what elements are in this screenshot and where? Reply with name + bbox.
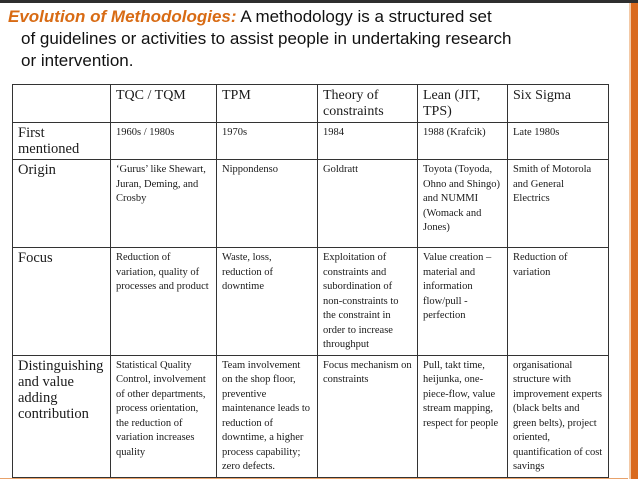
table-cell: Statistical Quality Control, involvement of other departments, process orientation, the reduction of variation increases quality: [111, 355, 217, 477]
table-cell: 1988 (Krafcik): [418, 123, 508, 160]
methodologies-table: [12, 84, 609, 478]
heading-line-1-text: A methodology is a structured set: [236, 7, 492, 26]
table-cell: organisational structure with improvement experts (black belts and green belts), project oriented, quantification of cost savings: [508, 355, 609, 477]
table-row: [13, 123, 609, 160]
table-cell: Late 1980s: [508, 123, 609, 160]
table-cell: Smith of Motorola and General Electrics: [508, 160, 609, 248]
table-cell: 1970s: [217, 123, 318, 160]
methodologies-table-container: [12, 84, 608, 471]
column-header: Lean (JIT, TPS): [418, 85, 508, 123]
right-accent-stripe: [631, 3, 638, 479]
row-header: Origin: [13, 160, 111, 248]
table-cell: Waste, loss, reduction of downtime: [217, 248, 318, 356]
heading-line-2: of guidelines or activities to assist people in undertaking research: [21, 29, 512, 48]
table-cell: Focus mechanism on constraints: [318, 355, 418, 477]
table-cell: Team involvement on the shop floor, preventive maintenance leads to reduction of downtime, a higher process capability; zero defects.: [217, 355, 318, 477]
slide-heading: [8, 6, 613, 72]
heading-title: Evolution of Methodologies:: [8, 7, 237, 26]
table-cell: Pull, takt time, heijunka, one-piece-flow, value stream mapping, respect for people: [418, 355, 508, 477]
table-cell: Goldratt: [318, 160, 418, 248]
column-header: TQC / TQM: [111, 85, 217, 123]
table-row: [13, 160, 609, 248]
top-border-bar: [0, 0, 638, 3]
table-cell: ‘Gurus’ like Shewart, Juran, Deming, and Crosby: [111, 160, 217, 248]
row-header: Distinguishing and value adding contribution: [13, 355, 111, 477]
table-cell: Reduction of variation, quality of processes and product: [111, 248, 217, 356]
table-cell: 1984: [318, 123, 418, 160]
column-header: TPM: [217, 85, 318, 123]
table-cell: Reduction of variation: [508, 248, 609, 356]
heading-line-3: or intervention.: [21, 51, 134, 70]
table-cell: Value creation – material and information flow/pull - perfection: [418, 248, 508, 356]
heading-line-1: [8, 6, 613, 28]
table-cell: Toyota (Toyoda, Ohno and Shingo) and NUMMI (Womack and Jones): [418, 160, 508, 248]
table-header-row: [13, 85, 609, 123]
row-header: First mentioned: [13, 123, 111, 160]
table-cell: 1960s / 1980s: [111, 123, 217, 160]
column-header: Theory of constraints: [318, 85, 418, 123]
table-row: [13, 248, 609, 356]
table-row: [13, 355, 609, 477]
table-cell: Nippondenso: [217, 160, 318, 248]
table-cell: Exploitation of constraints and subordination of non-constraints to the constraint in order to increase throughput: [318, 248, 418, 356]
column-header: Six Sigma: [508, 85, 609, 123]
column-header: [13, 85, 111, 123]
row-header: Focus: [13, 248, 111, 356]
